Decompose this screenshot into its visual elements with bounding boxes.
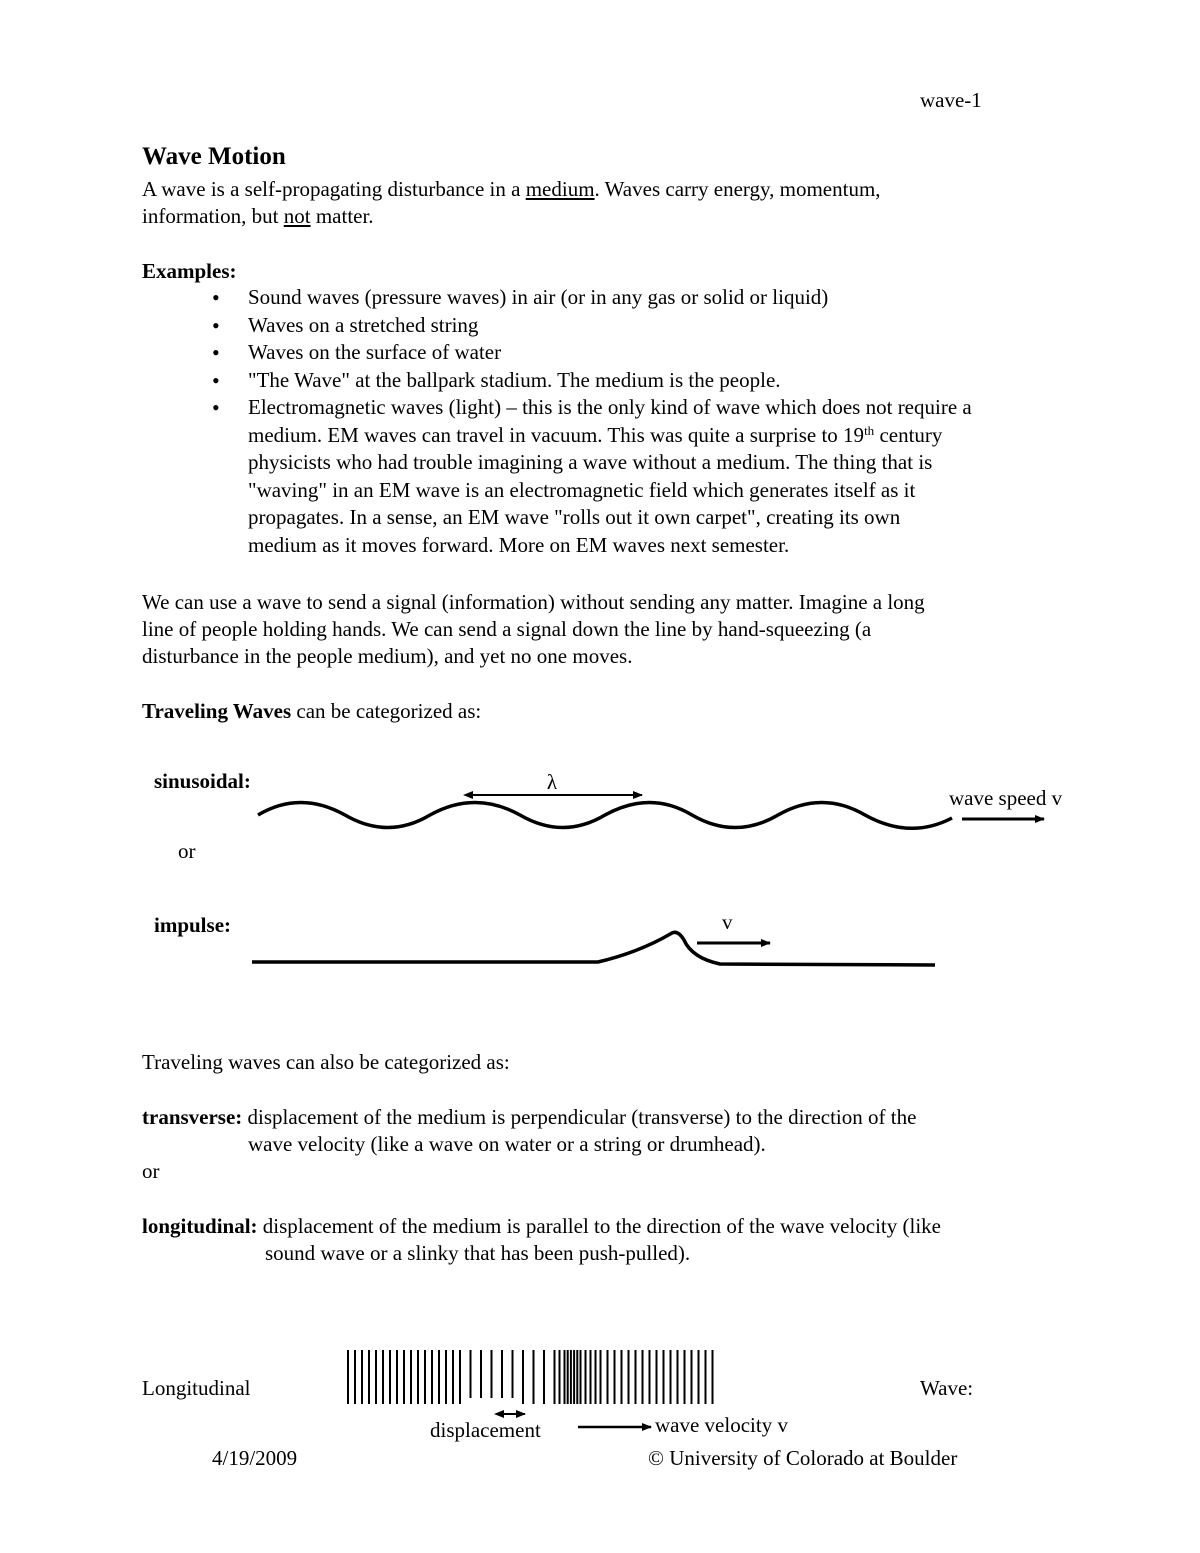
list-item: • Waves on a stretched string xyxy=(212,312,1092,340)
wave-figure-label: Wave: xyxy=(920,1376,974,1400)
impulse-label: impulse: xyxy=(154,913,232,937)
intro-line-2: information, but not matter. xyxy=(142,204,374,228)
transverse-line-1: transverse: displacement of the medium is perpendicular (transverse) to the direction of the xyxy=(142,1105,917,1129)
examples-heading: Examples: xyxy=(142,259,237,283)
longitudinal-line-2: sound wave or a slinky that has been push-pulled). xyxy=(265,1241,691,1265)
sinusoidal-label: sinusoidal: xyxy=(154,769,251,793)
list-item: • "The Wave" at the ballpark stadium. The medium is the people. xyxy=(212,367,1092,395)
signal-line-3: disturbance in the people medium), and yet no one moves. xyxy=(142,644,633,668)
medium-term: medium xyxy=(525,177,595,201)
page-title: Wave Motion xyxy=(142,143,286,170)
also-categorized: Traveling waves can also be categorized as: xyxy=(142,1050,510,1074)
longitudinal-line-1: longitudinal: displacement of the medium is parallel to the direction of the wave velocity (like xyxy=(142,1214,941,1238)
longitudinal-figure-label: Longitudinal xyxy=(142,1376,251,1400)
traveling-waves-line: Traveling Waves can be categorized as: xyxy=(142,699,482,723)
lambda-label: λ xyxy=(546,770,558,794)
wave-speed-label: wave speed v xyxy=(949,786,1063,810)
or-label-1: or xyxy=(178,839,196,863)
list-item: • Electromagnetic waves (light) – this is the only kind of wave which does not require a medium. EM waves can travel in vacuum. This was quite a surprise to 19th century physicists who had trouble imagining a wave without a medium. The thing that is "waving" in an EM wave is an electromagnetic field which generates itself as it propagates. In a sense, an EM wave "rolls out it own carpet", creating its own medium as it moves forward. More on EM waves next semester. xyxy=(212,394,1092,559)
footer-date: 4/19/2009 xyxy=(212,1446,298,1470)
transverse-line-2: wave velocity (like a wave on water or a string or drumhead). xyxy=(248,1132,766,1156)
intro-line-1: A wave is a self-propagating disturbance in a medium. Waves carry energy, momentum, xyxy=(142,177,881,201)
signal-line-2: line of people holding hands. We can send a signal down the line by hand-squeezing (a xyxy=(142,617,872,641)
signal-line-1: We can use a wave to send a signal (information) without sending any matter. Imagine a long xyxy=(142,590,925,614)
page-label: wave-1 xyxy=(920,88,982,112)
footer-copyright: © University of Colorado at Boulder xyxy=(648,1446,958,1470)
list-item: • Sound waves (pressure waves) in air (or in any gas or solid or liquid) xyxy=(212,284,1092,312)
impulse-velocity-label: v xyxy=(722,910,733,934)
displacement-label: displacement xyxy=(430,1418,541,1442)
or-label-2: or xyxy=(142,1159,160,1183)
list-item: • Waves on the surface of water xyxy=(212,339,1092,367)
not-term: not xyxy=(283,204,311,228)
wave-velocity-label: wave velocity v xyxy=(655,1413,788,1437)
compression-bars xyxy=(348,1350,713,1404)
